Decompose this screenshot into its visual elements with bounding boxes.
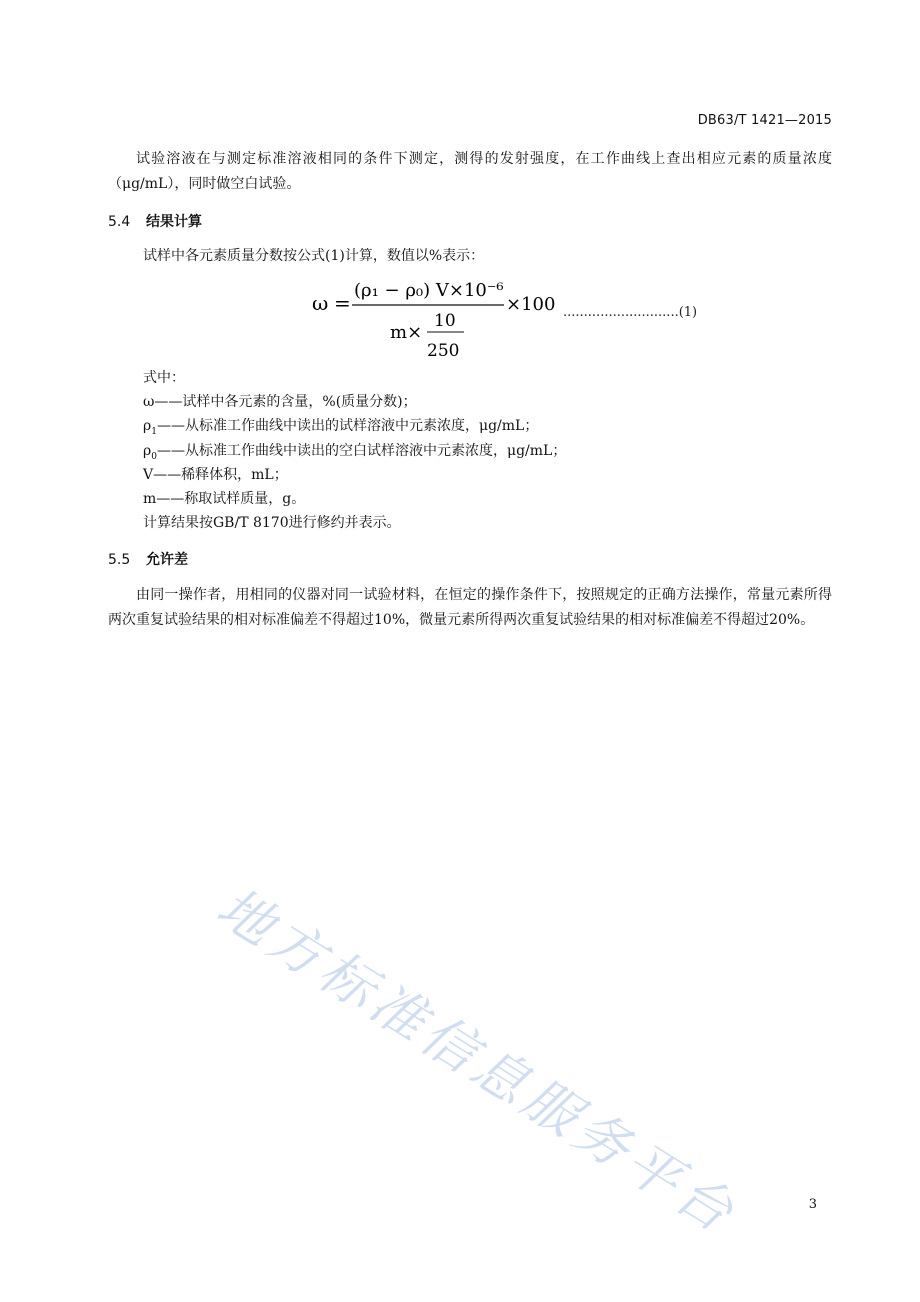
definition-rho0 [143, 441, 566, 467]
definition-text: ——从标准工作曲线中读出的空白试样溶液中元素浓度，μg/mL； [156, 443, 567, 459]
formula-inner-denominator: 250 [427, 341, 460, 361]
section-number: 5.4 [108, 214, 131, 230]
watermark-text: 地方标准信息服务平台 [206, 875, 749, 1247]
formula-times-100: ×100 [506, 294, 556, 315]
section-heading-5-4 [108, 211, 202, 231]
definition-symbol: V [143, 467, 154, 483]
formula-inner-numerator: 10 [434, 311, 456, 331]
section-title: 允许差 [146, 552, 188, 568]
definition-rho1 [143, 416, 538, 442]
definition-text: ——称取试样质量，g。 [156, 491, 306, 507]
definition-text: ——试样中各元素的含量，%(质量分数)； [154, 394, 417, 410]
paragraph-tolerance: 由同一操作者，用相同的仪器对同一试验材料，在恒定的操作条件下，按照规定的正确方法操作，常量元素所得两次重复试验结果的相对标准偏差不得超过10%，微量元素所得两次重复试验结果的相对标准偏差不得超过20%。 [108, 587, 832, 628]
definition-m [143, 489, 305, 509]
rounding-note: 计算结果按GB/T 8170进行修约并表示。 [143, 515, 401, 531]
definition-symbol: ρ [143, 443, 152, 459]
definition-subscript: 0 [151, 451, 157, 462]
section-heading-5-5 [108, 549, 188, 569]
formula-denominator-m: m× [390, 322, 423, 343]
formula-number: ............................(1) [563, 305, 698, 320]
definition-v [143, 465, 288, 485]
definition-text: ——稀释体积，mL； [153, 467, 288, 483]
definition-text: ——从标准工作曲线中读出的试样溶液中元素浓度，μg/mL； [156, 418, 539, 434]
definition-subscript: 1 [151, 426, 157, 437]
formula-numerator: (ρ₁ − ρ₀) V×10⁻⁶ [354, 280, 504, 301]
formula-intro: 试样中各元素质量分数按公式(1)计算，数值以%表示： [143, 248, 485, 264]
page-number: 3 [808, 1197, 817, 1212]
definition-symbol: ω [143, 394, 155, 410]
document-code-header: DB63/T 1421—2015 [697, 113, 832, 128]
section-title: 结果计算 [146, 214, 202, 230]
section-number: 5.5 [108, 552, 131, 568]
definition-omega [143, 392, 417, 412]
where-label: 式中： [143, 370, 185, 386]
paragraph-test-solution: 试验溶液在与测定标准溶液相同的条件下测定，测得的发射强度，在工作曲线上查出相应元素的质量浓度（μg/mL），同时做空白试验。 [108, 151, 832, 192]
formula-1 [310, 272, 570, 364]
definition-symbol: m [143, 491, 157, 507]
definition-symbol: ρ [143, 418, 152, 434]
formula-eq: = [334, 291, 351, 315]
formula-lhs: ω [312, 291, 329, 315]
